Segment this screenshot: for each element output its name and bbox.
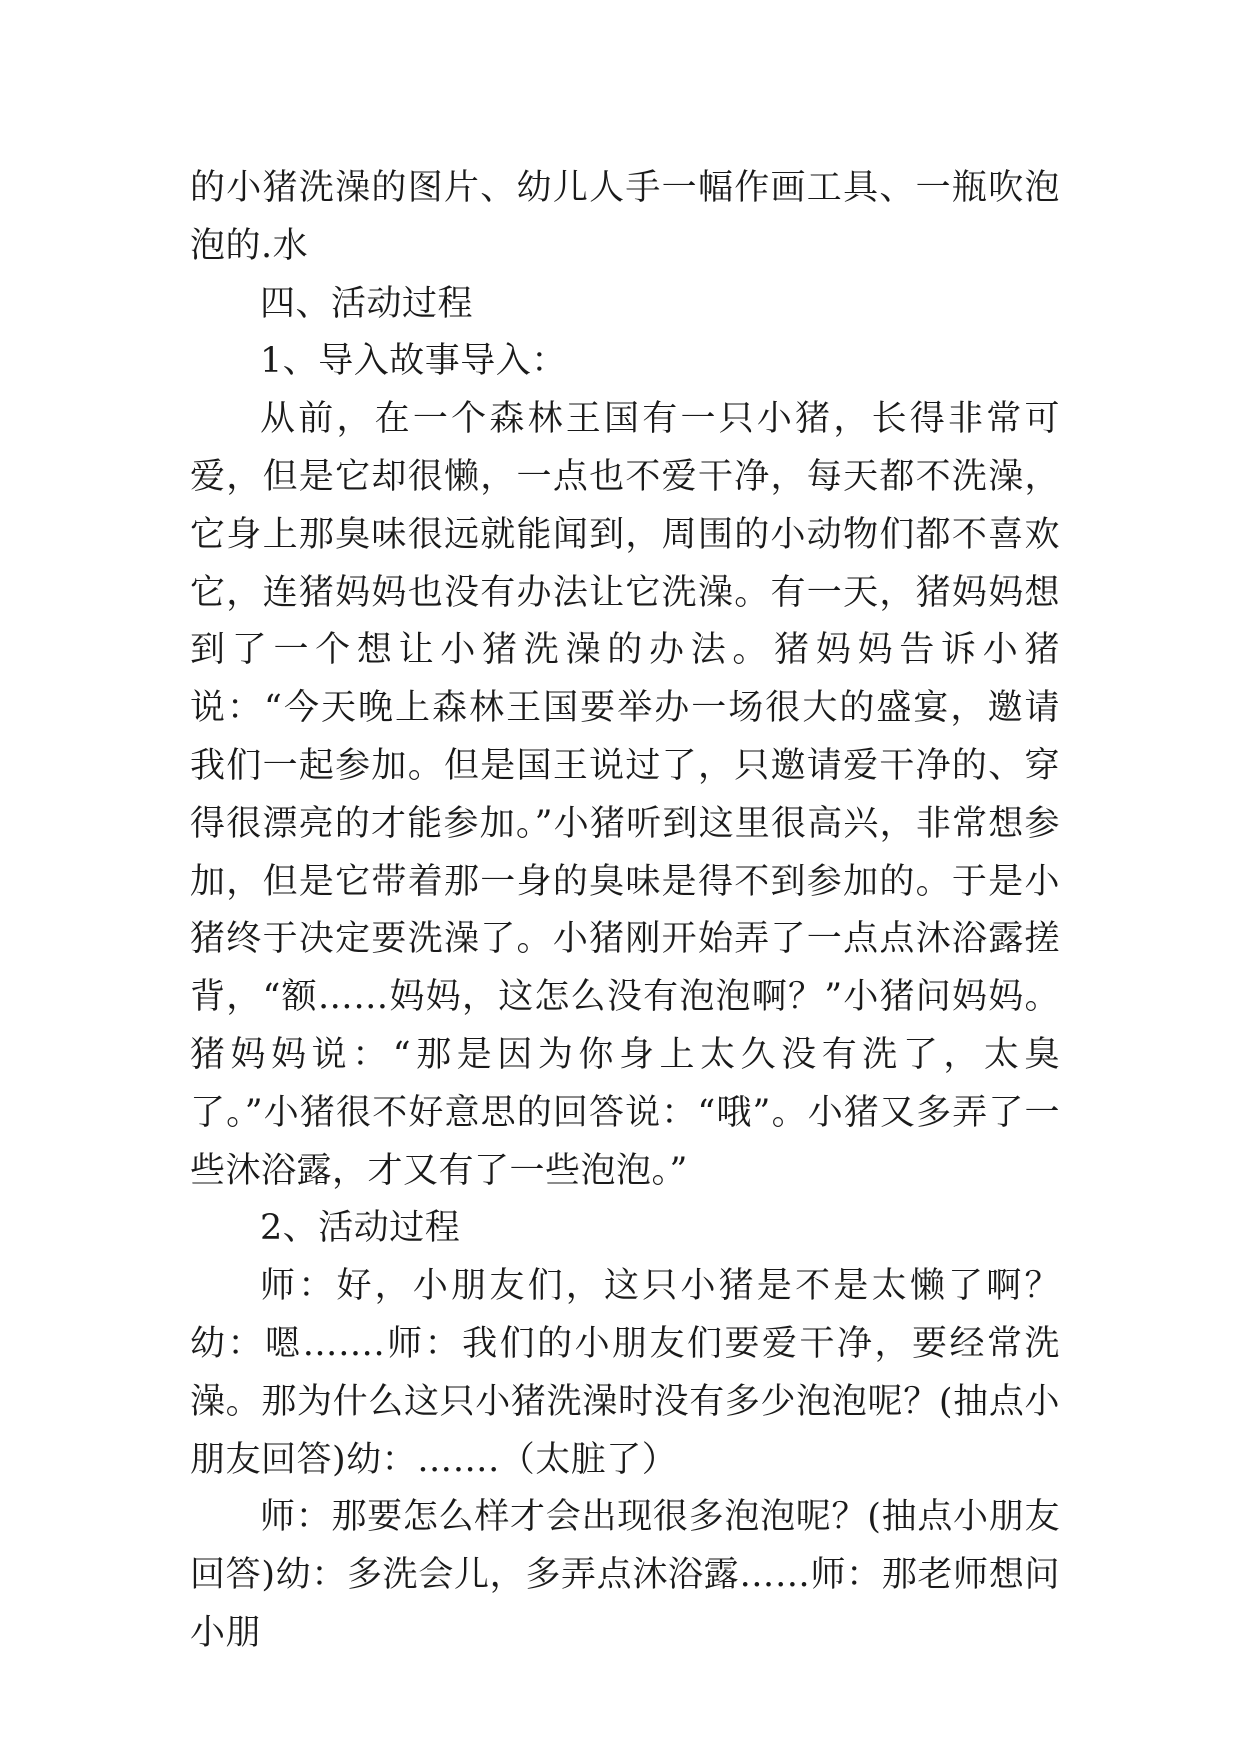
heading-activity-process: 四、活动过程: [260, 283, 474, 324]
paragraph-story: 从前，在一个森林王国有一只小猪，长得非常可爱，但是它却很懒，一点也不爱干净，每天都不洗澡，它身上那臭味很远就能闻到，周围的小动物们都不喜欢它，连猪妈妈也没有办法让它洗澡。有一天，猪妈妈想到了一个想让小猪洗澡的办法。猪妈妈告诉小猪说：“今天晚上森林王国要举办一场很大的盛宴，邀请我们一起参加。但是国王说过了，只邀请爱干净的、穿得很漂亮的才能参加。”小猪听到这里很高兴，非常想参加，但是它带着那一身的臭味是得不到参加的。于是小猪终于决定要洗澡了。小猪刚开始弄了一点点沐浴露搓背，“额……妈妈，这怎么没有泡泡啊？”小猪问妈妈。猪妈妈说：“那是因为你身上太久没有洗了，太臭了。”小猪很不好意思的回答说：“哦”。小猪又多弄了一些沐浴露，才又有了一些泡泡。”: [190, 399, 1060, 1191]
paragraph-materials: 的小猪洗澡的图片、幼儿人手一幅作画工具、一瓶吹泡泡的.水: [190, 168, 1060, 266]
paragraph-dialogue-1: 师：好，小朋友们，这只小猪是不是太懒了啊？幼：嗯…….师：我们的小朋友们要爱干净，要经常洗澡。那为什么这只小猪洗澡时没有多少泡泡呢？(抽点小朋友回答)幼：…….（太脏了）: [190, 1266, 1060, 1480]
subheading-activity-process: 2、活动过程: [260, 1208, 461, 1249]
document-page: [190, 160, 1060, 1663]
paragraph-dialogue-2: 师：那要怎么样才会出现很多泡泡呢？(抽点小朋友回答)幼：多洗会儿，多弄点沐浴露……师：那老师想问小朋: [190, 1497, 1060, 1653]
subheading-story-intro: 1、导入故事导入：: [260, 341, 567, 382]
